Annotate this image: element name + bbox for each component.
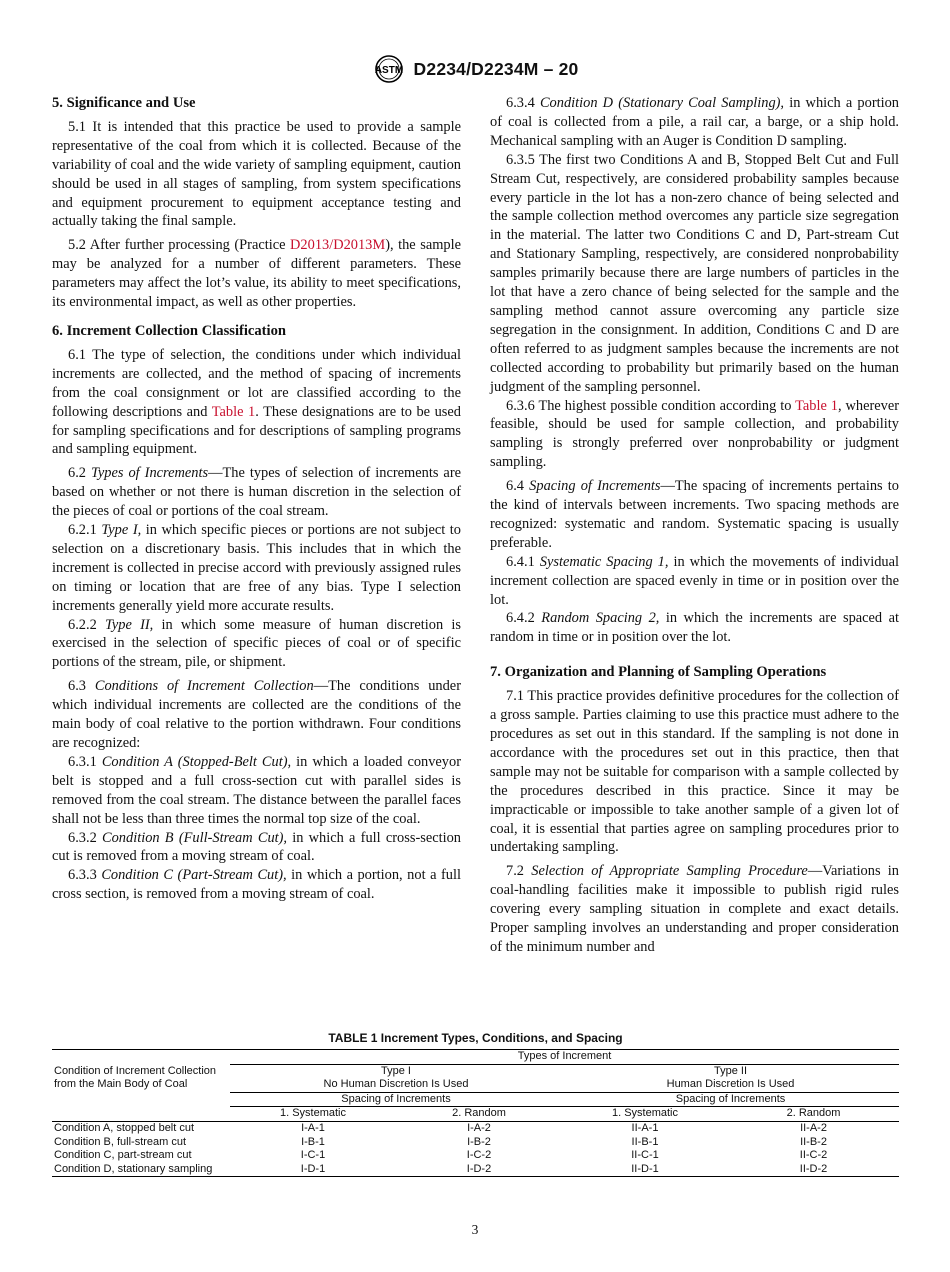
stub-spacer [52, 1107, 230, 1122]
link-table-1[interactable]: Table 1 [211, 403, 256, 420]
page-header [0, 54, 950, 84]
right-column [490, 94, 899, 957]
col-random-2: 2. Random [728, 1107, 899, 1122]
types-header: Types of Increment [230, 1050, 899, 1065]
para-6-2: 6.2 Types of Increments—The types of selection of increments are based on whether or not there is human discretion in the selection of the pieces of coal or portions of the coal stream. [52, 465, 461, 520]
link-d2013[interactable]: D2013/D2013M [290, 237, 386, 254]
spacing-header-1: Spacing of Increments [230, 1092, 562, 1107]
col-systematic-2: 1. Systematic [562, 1107, 728, 1122]
para-6-4-1: 6.4.1 Systematic Spacing 1, in which the movements of individual increment collection are spaced evenly in time or in position over the lot. [490, 553, 900, 608]
para-7-2: 7.2 Selection of Appropriate Sampling Procedure—Variations in coal-handling facilities make it impossible to publish rigid rules covering every sampling situation in complete and exact details. Proper sampling involves an understanding and proper consideration of the minimum number and [490, 863, 900, 955]
para-6-3-1: 6.3.1 Condition A (Stopped-Belt Cut), in which a loaded conveyor belt is stopped and a full cross-section cut with parallel sides is removed from the coal stream. The distance between the parallel faces shall not be less than three times the normal top size of the coal. [52, 753, 461, 827]
page-number: 3 [471, 1222, 479, 1237]
table-row: Condition D, stationary sampling I-D-1 I-D-2 II-D-1 II-D-2 [52, 1163, 899, 1177]
table-1 [52, 1030, 899, 1177]
svg-text:ASTM: ASTM [374, 65, 403, 76]
section-7-heading: 7. Organization and Planning of Sampling Operations [490, 664, 827, 681]
para-6-2-2: 6.2.2 Type II, in which some measure of human discretion is exercised in the selection of specific pieces of coal or of specific portions of the stream, pile, or shipment. [52, 616, 461, 671]
section-6-heading: 6. Increment Collection Classification [52, 322, 287, 339]
para-6-3-4: 6.3.4 Condition D (Stationary Coal Sampling), in which a portion of coal is collected from a pile, a rail car, a barge, or a ship hold. Mechanical sampling with an Auger is Condition D sampling. [490, 95, 899, 149]
increment-table [52, 1049, 899, 1177]
para-6-3-2: 6.3.2 Condition B (Full-Stream Cut), in which a full cross-section cut is removed from a moving stream of coal. [52, 829, 461, 865]
section-5-heading: 5. Significance and Use [52, 95, 196, 111]
para-6-2-1: 6.2.1 Type I, in which specific pieces or portions are not subject to selection on a discretionary basis. This includes that in which the increment is collected in precise accord with previously assigned rules on timing or location that are free of any bias. Type I selection increments generally yield more accurate results. [52, 522, 461, 614]
link-table-1-b[interactable]: Table 1 [795, 397, 838, 414]
table-header-row-1 [52, 1050, 899, 1065]
para-7-1: 7.1 This practice provides definitive procedures for the collection of a gross sample. Parties claiming to use this practice must adhere to the procedures as set out in this standard. If the sampling is not done in accordance with the procedures set out in this practice, then that sample may not be suitable for comparison with a sample collected by the procedures described in this practice. Since it may be impracticable or impossible to take another sample of a given lot of coal, it is essential that parties agree on sampling procedures prior to undertaking sampling. [490, 688, 899, 856]
para-6-1: 6.1 The type of selection, the conditions under which individual increments are collected, and the method of spacing of increments from the coal consignment or lot are classified according to the following descriptions and Table 1. These designations are to be used for sampling specifications and for descriptions of sampling programs and sampling equipment. [52, 346, 461, 458]
col-random-1: 2. Random [396, 1107, 562, 1122]
table-1-title: TABLE 1 Increment Types, Conditions, and Spacing [328, 1031, 623, 1045]
table-row: Condition A, stopped belt cut I-A-1 I-A-2 II-A-1 II-A-2 [54, 1121, 827, 1134]
stub-header: Condition of Increment Collection from the Main Body of Coal [52, 1050, 230, 1107]
para-6-3-3: 6.3.3 Condition C (Part-Stream Cut), in which a portion, not a full cross section, is removed from a moving stream of coal. [52, 867, 461, 903]
para-5-1: 5.1 It is intended that this practice be used to provide a sample representative of the coal from which it is collected. Because of the variability of coal and the wide variety of sampling equipment, caution should be used in all stages of sampling, from system specifications and equipment procurement to equipment acceptance testing and actually taking the final sample. [52, 118, 461, 230]
table-row: Condition C, part-stream cut I-C-1 I-C-2 II-C-1 II-C-2 [54, 1149, 828, 1162]
para-6-4-2: 6.4.2 Random Spacing 2, in which the increments are spaced at random in time or in position over the lot. [490, 610, 899, 646]
para-6-3: 6.3 Conditions of Increment Collection—The conditions under which individual increments are collected are the conditions of the main body of coal relative to the portion withdrawn. Four conditions are recognized: [52, 678, 461, 751]
type-2-desc: Human Discretion Is Used [562, 1078, 899, 1092]
type-1-header: Type I [381, 1064, 411, 1077]
col-systematic-1: 1. Systematic [230, 1107, 396, 1122]
spacing-header-2: Spacing of Increments [562, 1092, 899, 1107]
para-6-4: 6.4 Spacing of Increments—The spacing of increments pertains to the kind of intervals between increments. Two spacing methods are recognized: systematic and random. Systematic spacing is usually preferable. [490, 478, 899, 551]
astm-logo-icon [372, 54, 406, 84]
para-6-3-6: 6.3.6 The highest possible condition according to Table 1, wherever feasible, should be used for sample collection, and probability sampling is strongly preferred over nonprobability or judgment sampling. [490, 397, 900, 471]
type-1-desc: No Human Discretion Is Used [230, 1078, 562, 1092]
type-2-header: Type II [714, 1064, 748, 1077]
left-column [52, 94, 461, 904]
para-6-3-5: 6.3.5 The first two Conditions A and B, Stopped Belt Cut and Full Stream Cut, respectively, are considered probability samples because every particle in the lot has a non-zero chance of being selected and the sample collection method overcomes any particle size segregation in the material. The latter two Conditions C and D, Part-stream Cut and Stationary Sampling, respectively, are considered nonprobability samples primarily because there are large numbers of particles in the lot that have a zero chance of being selected for the sample and the sampling method cannot assure overcoming any particle size segregation in the consignment. In addition, Conditions C and D are often referred to as judgment samples because the increments are not collected according to probability but primarily based on the human judgment of the sampling personnel. [490, 151, 899, 395]
table-header-row-5 [52, 1107, 899, 1122]
document-designation: D2234/D2234M – 20 [413, 58, 579, 79]
para-5-2: 5.2 After further processing (Practice D2013/D2013M), the sample may be analyzed for a number of different parameters. These parameters may affect the lot’s value, its ability to meet specifications, its environmental impact, as well as other properties. [52, 237, 461, 311]
table-row: Condition B, full-stream cut I-B-1 I-B-2 II-B-1 II-B-2 [54, 1135, 827, 1148]
